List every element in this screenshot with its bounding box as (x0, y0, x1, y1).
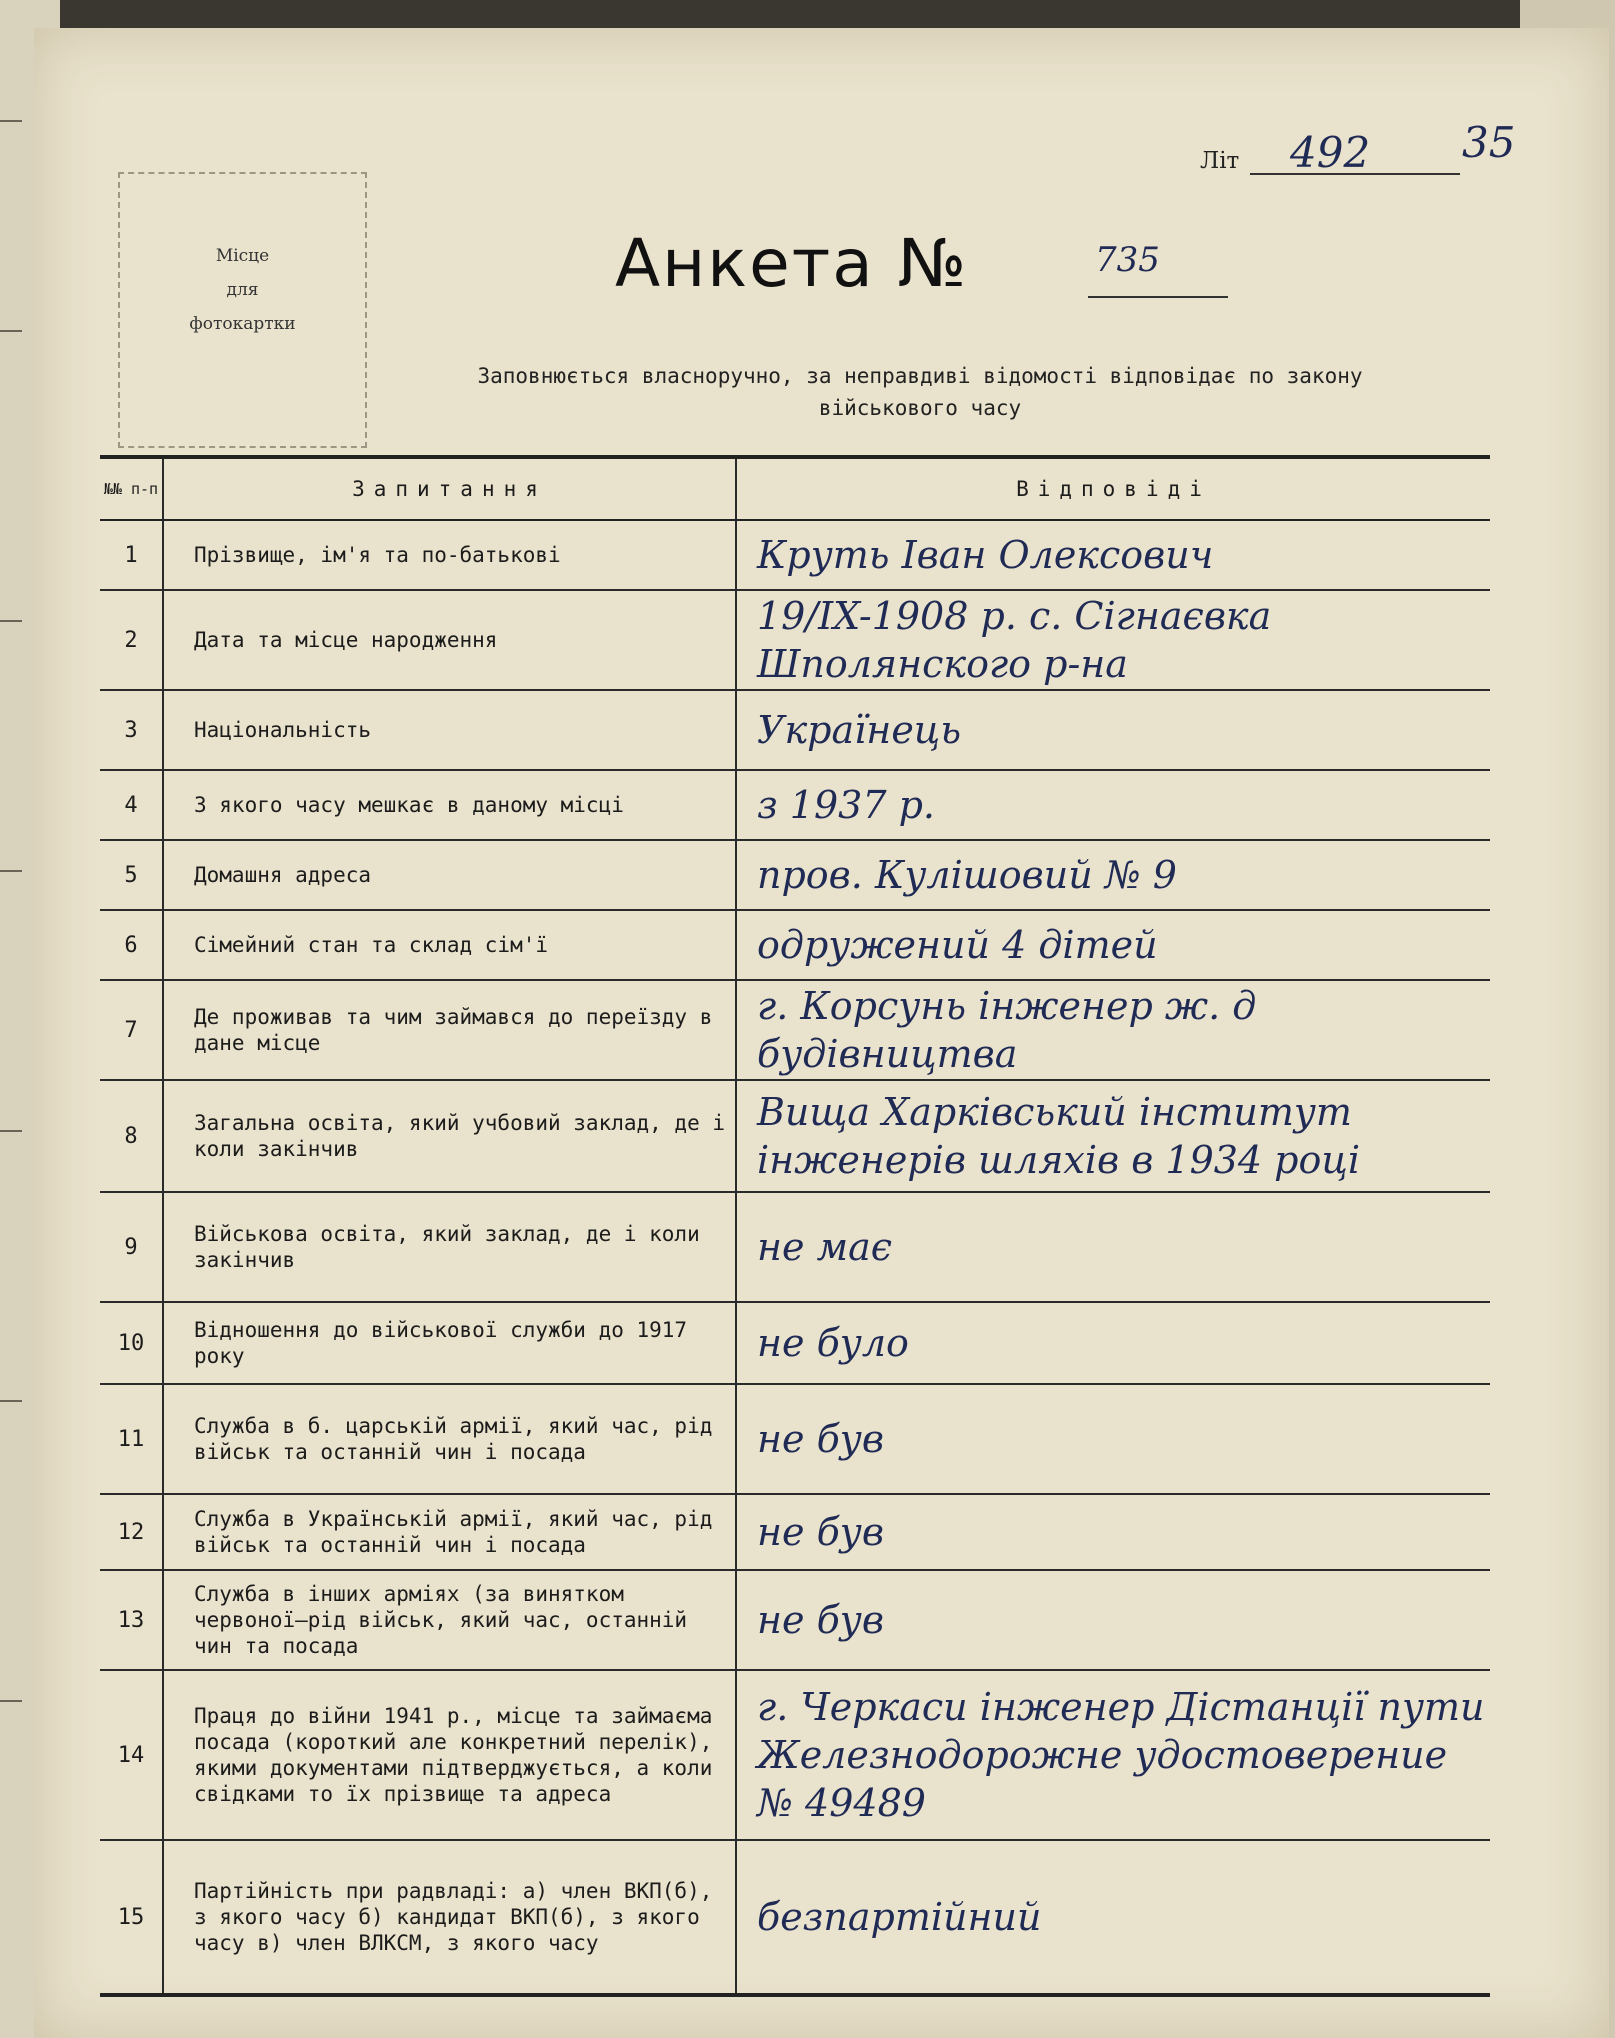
row-answer: не був (736, 1570, 1490, 1670)
subtitle-line-2: військового часу (818, 396, 1022, 420)
questionnaire-table (100, 455, 1490, 1997)
row-answer: з 1937 р. (736, 770, 1490, 840)
table-row (100, 1840, 1490, 1995)
header-question: Запитання (163, 457, 736, 520)
row-number: 5 (100, 840, 163, 910)
table-row (100, 1192, 1490, 1302)
table-row (100, 520, 1490, 590)
table-row (100, 690, 1490, 770)
table-row (100, 1080, 1490, 1192)
photo-label-3: фотокартки (189, 314, 296, 334)
row-question: Служба в Українській армії, який час, рід військ та останній чин і посада (163, 1494, 736, 1570)
photo-placeholder (118, 172, 367, 448)
row-number: 10 (100, 1302, 163, 1384)
row-question: Військова освіта, який заклад, де і коли закінчив (163, 1192, 736, 1302)
photo-label-2: для (226, 280, 259, 300)
table-row (100, 590, 1490, 690)
lit-extra-number: 35 (1462, 118, 1516, 167)
lit-label: Літ (1200, 148, 1240, 174)
row-question: Сімейний стан та склад сім'ї (163, 910, 736, 980)
row-question: Де проживав та чим займався до переїзду в дане місце (163, 980, 736, 1080)
lit-number: 492 (1290, 128, 1371, 177)
row-number: 4 (100, 770, 163, 840)
row-question: Національність (163, 690, 736, 770)
row-answer: одружений 4 дітей (736, 910, 1490, 980)
form-number: 735 (1095, 240, 1160, 280)
row-question: Партійність при радвладі: а) член ВКП(б), з якого часу б) кандидат ВКП(б), з якого часу в) член ВЛКСМ, з якого часу (163, 1840, 736, 1995)
row-number: 9 (100, 1192, 163, 1302)
row-question: Праця до війни 1941 р., місце та займаєма посада (короткий але конкретний перелік), якими документами підтверджується, а коли свідками то їх прізвище та адреса (163, 1670, 736, 1840)
table-row (100, 1670, 1490, 1840)
row-number: 13 (100, 1570, 163, 1670)
row-answer: не був (736, 1494, 1490, 1570)
row-number: 8 (100, 1080, 163, 1192)
row-number: 14 (100, 1670, 163, 1840)
row-answer: Круть Іван Олексович (736, 520, 1490, 590)
row-answer: г. Черкаси інженер Дістанції пути Железнодорожне удостоверение № 49489 (736, 1670, 1490, 1840)
row-question: Служба в б. царській армії, який час, рід військ та останній чин і посада (163, 1384, 736, 1494)
row-number: 15 (100, 1840, 163, 1995)
row-answer: пров. Кулішовий № 9 (736, 840, 1490, 910)
row-answer: 19/IX-1908 р. с. Сігнаєвка Шполянского р-на (736, 590, 1490, 690)
row-answer: не було (736, 1302, 1490, 1384)
header-num: №№ п-п (100, 457, 163, 520)
row-number: 12 (100, 1494, 163, 1570)
header-answer: Відповіді (736, 457, 1490, 520)
form-number-underline (1088, 296, 1228, 298)
table-row (100, 770, 1490, 840)
table-row (100, 980, 1490, 1080)
row-number: 7 (100, 980, 163, 1080)
row-number: 11 (100, 1384, 163, 1494)
table-body (100, 520, 1490, 1995)
table-row (100, 1384, 1490, 1494)
row-number: 6 (100, 910, 163, 980)
row-question: Відношення до військової служби до 1917 року (163, 1302, 736, 1384)
subtitle (400, 360, 1440, 424)
row-number: 1 (100, 520, 163, 590)
table-header-row (100, 457, 1490, 520)
table-row (100, 910, 1490, 980)
subtitle-line-1: Заповнюється власноручно, за неправдиві відомості відповідає по закону (477, 364, 1363, 388)
row-answer: безпартійний (736, 1840, 1490, 1995)
photo-label-1: Місце (215, 246, 270, 266)
row-number: 2 (100, 590, 163, 690)
row-answer: Вища Харківський інститут інженерів шляхів в 1934 році (736, 1080, 1490, 1192)
row-number: 3 (100, 690, 163, 770)
table-row (100, 1494, 1490, 1570)
row-answer: не має (736, 1192, 1490, 1302)
row-answer: Українець (736, 690, 1490, 770)
row-question: З якого часу мешкає в даному місці (163, 770, 736, 840)
row-question: Домашня адреса (163, 840, 736, 910)
table-row (100, 1302, 1490, 1384)
table-row (100, 840, 1490, 910)
row-question: Дата та місце народження (163, 590, 736, 690)
page-title: Анкета № (615, 225, 969, 302)
table-row (100, 1570, 1490, 1670)
row-answer: не був (736, 1384, 1490, 1494)
row-question: Прізвище, ім'я та по-батькові (163, 520, 736, 590)
row-question: Загальна освіта, який учбовий заклад, де і коли закінчив (163, 1080, 736, 1192)
row-question: Служба в інших арміях (за винятком червоної—рід військ, який час, останній чин та посада (163, 1570, 736, 1670)
row-answer: г. Корсунь інженер ж. д будівництва (736, 980, 1490, 1080)
